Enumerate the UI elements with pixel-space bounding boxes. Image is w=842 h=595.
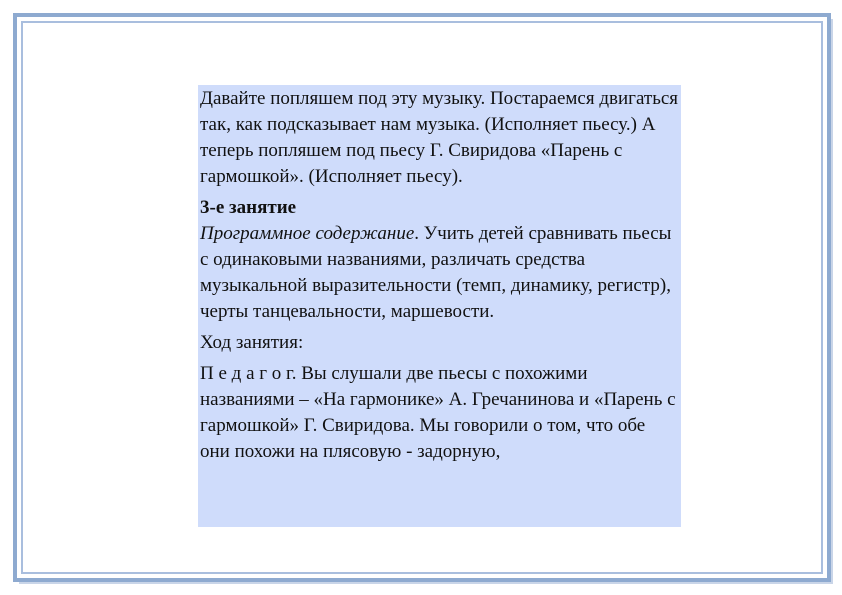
speaker-label: П е д а г о г. [200, 363, 297, 384]
program-content-label: Программное содержание [200, 223, 415, 244]
lesson-heading: 3-е занятие [200, 197, 297, 218]
paragraph-1: Давайте попляшем под эту музыку. Постараемся двигаться так, как подсказывает нам музыка. (Исполняет пьесу.) А теперь попляшем под пьесу Г. Свиридова «Парень с гармошкой». (Исполняет пьесу). [200, 88, 679, 187]
teacher-paragraph [200, 361, 679, 465]
program-content-text: . Учить детей сравнивать пьесы с одинаковыми названиями, различать средства музыкальной выразительности (темп, динамику, регистр), черты танцевальности, маршевости. [200, 223, 672, 322]
lesson-course-label: Ход занятия: [200, 332, 304, 353]
text-box [198, 85, 681, 527]
teacher-text: Вы слушали две пьесы с похожими названиями – «На гармонике» А. Гречанинова и «Парень с гармошкой» Г. Свиридова. Мы говорили о том, что обе они похожи на плясовую - задорную, [200, 363, 676, 462]
program-content-paragraph [200, 221, 679, 325]
